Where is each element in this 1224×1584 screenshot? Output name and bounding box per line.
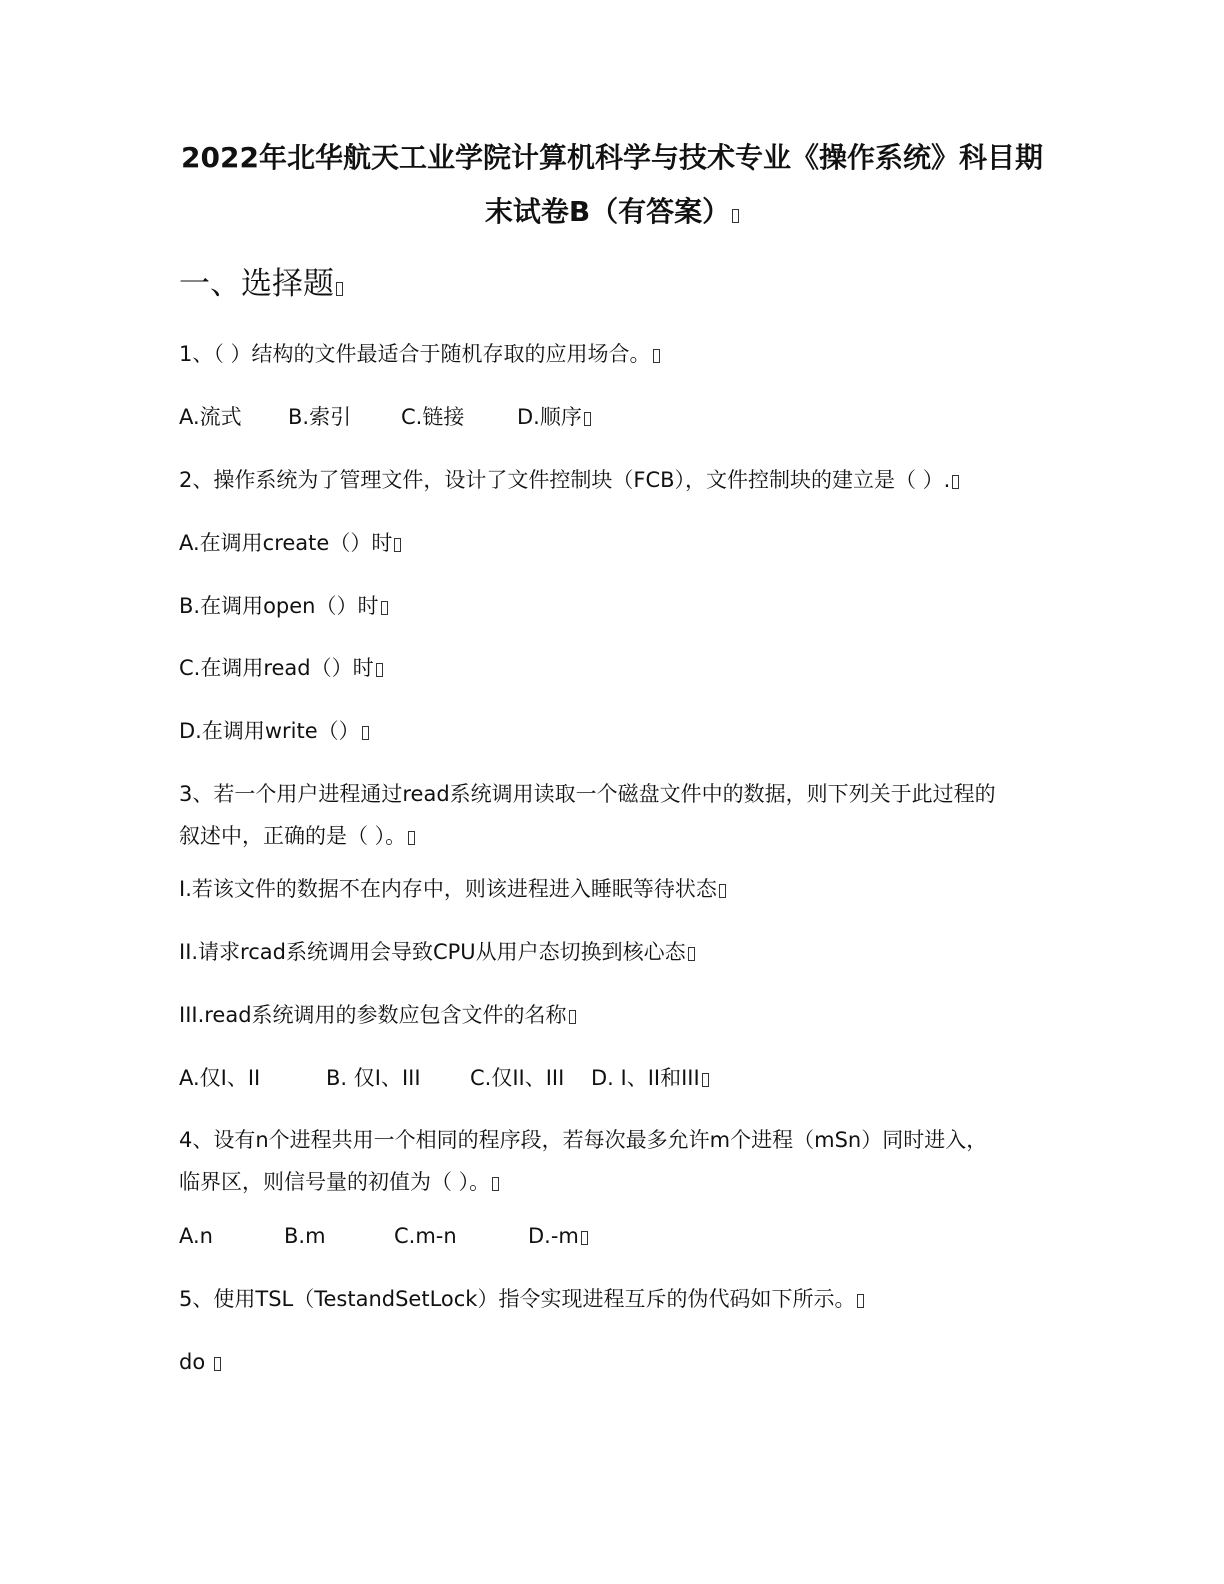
question-3-option-c: C.仅II、III [470, 1066, 565, 1090]
question-4-option-a: A.n [179, 1224, 213, 1248]
paragraph-mark-icon [569, 1010, 576, 1024]
question-3-statement-1 [179, 875, 726, 903]
question-3-option-d-text: D. I、II和III [591, 1066, 700, 1090]
question-2-option-c-text: C.在调用read（）时 [179, 656, 374, 680]
question-2-option-a [179, 529, 401, 557]
question-2-stem-text: 2、操作系统为了管理文件，设计了文件控制块（FCB），文件控制块的建立是（ ）. [179, 468, 951, 492]
paragraph-mark-icon [214, 1357, 221, 1371]
question-3-statement-3 [179, 1001, 576, 1029]
paragraph-mark-icon [394, 538, 401, 552]
question-3-stem-line-1: 3、若一个用户进程通过read系统调用读取一个磁盘文件中的数据，则下列关于此过程的 [179, 782, 996, 806]
question-2-option-d-text: D.在调用write（） [179, 719, 360, 743]
question-3-statement-3-text: III.read系统调用的参数应包含文件的名称 [179, 1003, 567, 1027]
question-3-stem-line-2 [179, 822, 415, 850]
question-5-stem-text: 5、使用TSL（TestandSetLock）指令实现进程互斥的伪代码如下所示。 [179, 1287, 856, 1311]
question-1-stem-text: 1、（ ）结构的文件最适合于随机存取的应用场合。 [179, 342, 651, 366]
paragraph-mark-icon [732, 209, 739, 223]
question-4-option-d [528, 1222, 588, 1250]
paragraph-mark-icon [376, 663, 383, 677]
question-1-option-d-text: D.顺序 [517, 405, 582, 429]
question-1-option-a: A.流式 [179, 405, 242, 429]
paragraph-mark-icon [688, 947, 695, 961]
question-4-stem-line-2 [179, 1168, 499, 1196]
paragraph-mark-icon [719, 884, 726, 898]
question-2-option-d [179, 717, 369, 745]
question-4-stem-line-2-text: 临界区，则信号量的初值为（ ）。 [179, 1170, 491, 1194]
question-1-option-d [517, 403, 591, 431]
paragraph-mark-icon [857, 1294, 864, 1308]
paragraph-mark-icon [336, 282, 343, 296]
paragraph-mark-icon [584, 412, 591, 426]
question-2-stem [179, 466, 959, 494]
question-2-option-b [179, 592, 388, 620]
question-3-option-d [591, 1064, 709, 1092]
question-3-stem-line-2-text: 叙述中，正确的是（ ）。 [179, 824, 407, 848]
section-heading [179, 264, 343, 304]
paragraph-mark-icon [653, 349, 660, 363]
paragraph-mark-icon [408, 831, 415, 845]
document-title-line-2-text: 末试卷B（有答案） [484, 195, 731, 228]
document-title-line-1: 2022年北华航天工业学院计算机科学与技术专业《操作系统》科目期 [181, 141, 1043, 174]
paragraph-mark-icon [381, 601, 388, 615]
question-3-option-b: B. 仅I、III [326, 1066, 421, 1090]
question-5-code-line-1-text: do [179, 1350, 206, 1374]
question-3-statement-2-text: II.请求rcad系统调用会导致CPU从用户态切换到核心态 [179, 940, 686, 964]
question-3-statement-1-text: I.若该文件的数据不在内存中，则该进程进入睡眠等待状态 [179, 877, 717, 901]
question-2-option-b-text: B.在调用open（）时 [179, 594, 379, 618]
question-2-option-a-text: A.在调用create（）时 [179, 531, 393, 555]
section-heading-text: 一、选择题 [179, 266, 334, 302]
question-1-option-c: C.链接 [401, 405, 465, 429]
question-4-stem-line-1: 4、设有n个进程共用一个相同的程序段，若每次最多允许m个进程（mSn）同时进入， [179, 1128, 988, 1152]
paragraph-mark-icon [362, 726, 369, 740]
question-3-statement-2 [179, 938, 695, 966]
question-3-option-a: A.仅I、II [179, 1066, 261, 1090]
question-5-stem [179, 1285, 864, 1313]
question-4-option-d-text: D.-m [528, 1224, 579, 1248]
document-title-line-2 [170, 195, 1054, 229]
question-4-option-c: C.m-n [394, 1224, 457, 1248]
paragraph-mark-icon [952, 475, 959, 489]
question-1-option-b: B.索引 [288, 405, 352, 429]
question-4-option-b: B.m [284, 1224, 326, 1248]
paragraph-mark-icon [581, 1231, 588, 1245]
paragraph-mark-icon [492, 1177, 499, 1191]
question-1-stem [179, 340, 660, 368]
paragraph-mark-icon [702, 1073, 709, 1087]
question-2-option-c [179, 654, 383, 682]
question-5-code-line-1 [179, 1348, 221, 1376]
